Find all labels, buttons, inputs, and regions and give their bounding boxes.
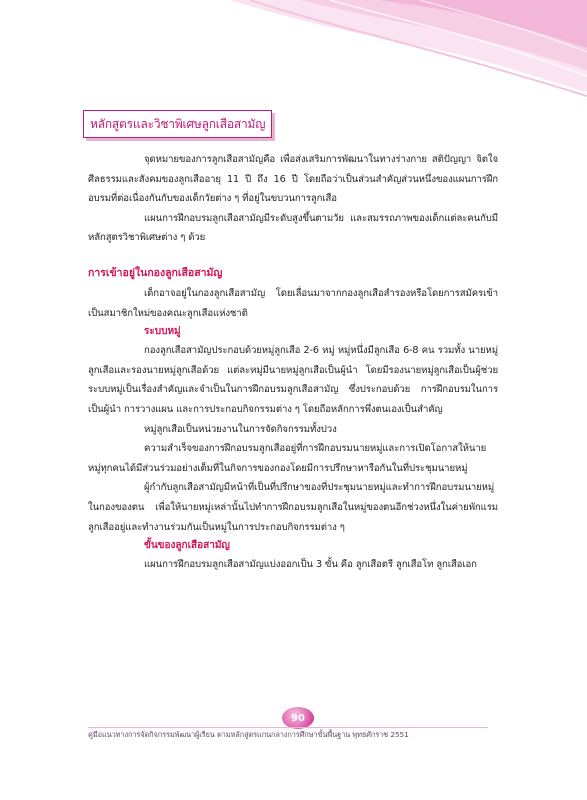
joining-paragraph: เด็กอาจอยู่ในกองลูกเสือสามัญ โดยเลื่อนมาจากกองลูกเสือสำรองหรือโดยการสมัครเข้าเป็นสมาชิกใหม่ของคณะลูกเสือแห่งชาติ [88, 287, 498, 319]
patrol-paragraph-2: หมู่ลูกเสือเป็นหน่วยงานในการจัดกิจกรรมทั้งปวง [144, 423, 337, 435]
intro-paragraph-2: แผนการฝึกอบรมลูกเสือสามัญมีระดับสูงขึ้นตามวัย และสมรรถภาพของเด็กแต่ละคนกับมีหลักสูตรวิชาพิเศษต่าง ๆ ด้วย [88, 212, 498, 244]
chapter-title-box [83, 110, 272, 138]
section-heading-joining: การเข้าอยู่ในกองลูกเสือสามัญ [88, 266, 223, 279]
section-heading-patrol-system: ระบบหมู่ [144, 326, 181, 338]
chapter-title: หลักสูตรและวิชาพิเศษลูกเสือสามัญ [90, 117, 266, 131]
page-number-badge [282, 707, 314, 729]
intro-paragraph-1: จุดหมายของการลูกเสือสามัญคือ เพื่อส่งเสริมการพัฒนาในทางร่างกาย สติปัญญา จิตใจ ศีลธรรมและสังคมของลูกเสืออายุ 11 ปี ถึง 16 ปี โดยถือว่าเป็นส่วนสำคัญส่วนหนึ่งของแผนการฝึกอบรมที่ต่อเนื่องกันกับของเด็กวัยต่าง ๆ ที่อยู่ในขบวนการลูกเสือ [88, 154, 498, 205]
patrol-paragraph-1: กองลูกเสือสามัญประกอบด้วยหมู่ลูกเสือ 2-6 หมู่ หมู่หนึ่งมีลูกเสือ 6-8 คน รวมทั้ง นายหมู่ลูกเสือและรองนายหมู่ลูกเสือด้วย แต่ละหมู่มีนายหมู่ลูกเสือเป็นผู้นำ โดยมีรองนายหมู่ลูกเสือเป็นผู้ช่วยระบบหมู่เป็นเรื่องสำคัญและจำเป็นในการฝึกอบรมลูกเสือสามัญ ซึ่งประกอบด้วย การฝึกอบรมในการเป็นผู้นำ การวางแผน และการประกอบกิจกรรมต่าง ๆ โดยถือหลักการพึ่งตนเองเป็นสำคัญ [88, 345, 498, 415]
page-number: 90 [291, 712, 305, 724]
section-heading-scout-levels: ขั้นของลูกเสือสามัญ [144, 540, 230, 552]
levels-paragraph: แผนการฝึกอบรมลูกเสือสามัญแบ่งออกเป็น 3 ขั้น คือ ลูกเสือตรี ลูกเสือโท ลูกเสือเอก [144, 559, 477, 571]
body-content [88, 150, 498, 575]
patrol-paragraph-4: ผู้กำกับลูกเสือสามัญมีหน้าที่เป็นที่ปรึกษาของที่ประชุมนายหมู่และทำการฝึกอบรมนายหมู่ในกองของตน เพื่อให้นายหมู่เหล่านั้นไปทำการฝึกอบรมลูกเสือในหมู่ของตนอีกช่วงหนึ่งในค่ายพักแรม ลูกเสืออยู่และทำงานร่วมกันเป็นหมู่ในการประกอบกิจกรรมต่าง ๆ [88, 482, 498, 533]
footer-divider [88, 727, 488, 728]
page-footer: คู่มือแนวทางการจัดกิจกรรมพัฒนาผู้เรียน ตามหลักสูตรแกนกลางการศึกษาขั้นพื้นฐาน พุทธศักราช 2551 [88, 730, 409, 739]
patrol-paragraph-3: ความสำเร็จของการฝึกอบรมลูกเสืออยู่ที่การฝึกอบรมนายหมู่และการเปิดโอกาสให้นายหมู่ทุกคนได้มีส่วนร่วมอย่างเต็มที่ในกิจการของกองโดยมีการปรึกษาหารือกันในที่ประชุมนายหมู่ [88, 443, 487, 474]
